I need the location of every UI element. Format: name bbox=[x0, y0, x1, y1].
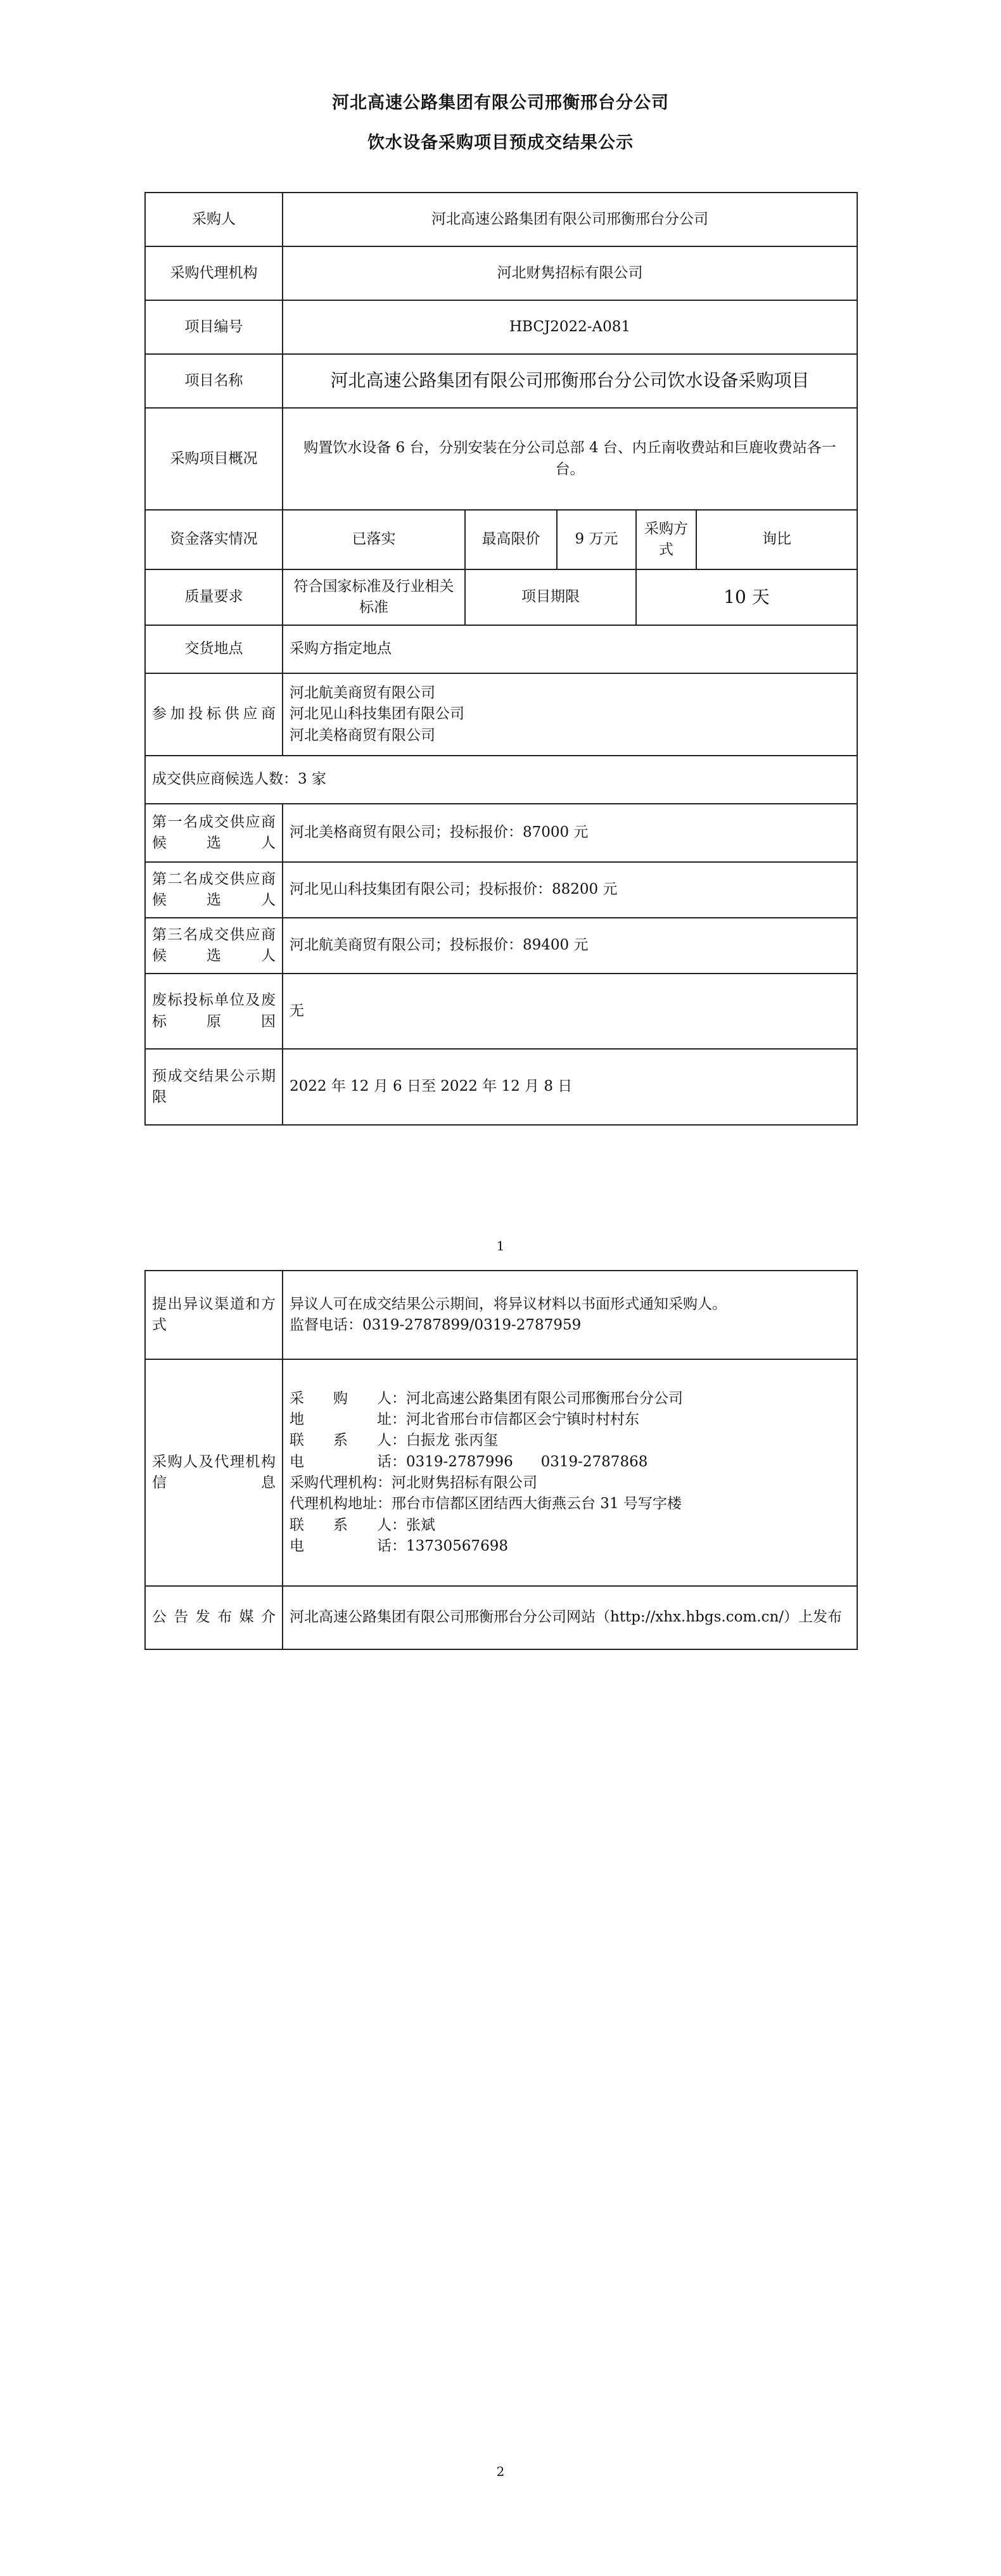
table-row bbox=[145, 569, 857, 625]
page-number-2: 2 bbox=[496, 2464, 505, 2479]
quality-label: 质量要求 bbox=[145, 569, 283, 625]
table-row bbox=[145, 1586, 857, 1649]
table-row bbox=[145, 193, 857, 246]
max-price-label: 最高限价 bbox=[465, 510, 557, 569]
contacts-label: 采购人及代理机构信息 bbox=[145, 1359, 283, 1586]
contact-row bbox=[290, 1473, 850, 1494]
announcement-table bbox=[144, 192, 858, 1126]
objection-line: 异议人可在成交结果公示期间，将异议材料以书面形式通知采购人。 bbox=[290, 1295, 727, 1312]
contact-value: 邢台市信都区团结西大街燕云台 31 号写字楼 bbox=[392, 1495, 682, 1513]
rank1-value: 河北美格商贸有限公司；投标报价：87000 元 bbox=[283, 804, 857, 862]
objection-value bbox=[283, 1271, 857, 1359]
project-no-label: 项目编号 bbox=[145, 300, 283, 354]
contact-key: 联 系 人： bbox=[290, 1432, 406, 1449]
bidders-list bbox=[283, 673, 857, 756]
table-row bbox=[145, 1271, 857, 1359]
table-row bbox=[145, 673, 857, 756]
overview-label: 采购项目概况 bbox=[145, 408, 283, 510]
purchaser-value: 河北高速公路集团有限公司邢衡邢台分公司 bbox=[283, 193, 857, 246]
table-row bbox=[145, 408, 857, 510]
table-row bbox=[145, 300, 857, 354]
table-row bbox=[145, 756, 857, 804]
media-label: 公告发布媒介 bbox=[145, 1586, 283, 1649]
disqualified-value: 无 bbox=[283, 974, 857, 1049]
document-title-line1: 河北高速公路集团有限公司邢衡邢台分公司 bbox=[332, 93, 669, 113]
table-row bbox=[145, 1359, 857, 1586]
funds-label: 资金落实情况 bbox=[145, 510, 283, 569]
purchaser-label: 采购人 bbox=[145, 193, 283, 246]
media-value: 河北高速公路集团有限公司邢衡邢台分公司网站（http://xhx.hbgs.com.cn/）上发布 bbox=[283, 1586, 857, 1649]
overview-value: 购置饮水设备 6 台，分别安装在分公司总部 4 台、内丘南收费站和巨鹿收费站各一台。 bbox=[283, 408, 857, 510]
contact-value: 河北高速公路集团有限公司邢衡邢台分公司 bbox=[406, 1390, 683, 1407]
contact-key: 采 购 人： bbox=[290, 1390, 406, 1407]
list-item: 河北美格商贸有限公司 bbox=[290, 726, 435, 744]
contact-value: 白振龙 张丙玺 bbox=[406, 1432, 499, 1449]
contact-row bbox=[290, 1452, 850, 1473]
contact-row bbox=[290, 1409, 850, 1430]
quality-value: 符合国家标准及行业相关标准 bbox=[283, 569, 465, 625]
project-name-label: 项目名称 bbox=[145, 354, 283, 408]
delivery-label: 交货地点 bbox=[145, 625, 283, 673]
rank2-value: 河北见山科技集团有限公司；投标报价：88200 元 bbox=[283, 862, 857, 918]
contact-row bbox=[290, 1536, 850, 1557]
rank3-label: 第三名成交供应商候选人 bbox=[145, 918, 283, 974]
contact-key: 联 系 人： bbox=[290, 1516, 406, 1533]
list-item: 河北航美商贸有限公司 bbox=[290, 684, 435, 701]
project-name-value: 河北高速公路集团有限公司邢衡邢台分公司饮水设备采购项目 bbox=[283, 354, 857, 408]
table-row bbox=[145, 625, 857, 673]
contact-row bbox=[290, 1388, 850, 1409]
agency-label: 采购代理机构 bbox=[145, 246, 283, 300]
contact-value: 张斌 bbox=[406, 1516, 435, 1533]
contact-key: 地 址： bbox=[290, 1411, 406, 1428]
supervision-phone: 监督电话：0319-2787899/0319-2787959 bbox=[290, 1317, 582, 1333]
bidders-label: 参加投标供应商 bbox=[145, 673, 283, 756]
table-row bbox=[145, 354, 857, 408]
contact-value: 河北省邢台市信都区会宁镇时村村东 bbox=[406, 1411, 639, 1428]
disqualified-label: 废标投标单位及废标原因 bbox=[145, 974, 283, 1049]
contact-key: 采购代理机构： bbox=[290, 1475, 392, 1491]
rank1-label: 第一名成交供应商候选人 bbox=[145, 804, 283, 862]
rank2-label: 第二名成交供应商候选人 bbox=[145, 862, 283, 918]
announcement-table-continued bbox=[144, 1270, 858, 1650]
contact-row bbox=[290, 1515, 850, 1536]
method-label: 采购方式 bbox=[636, 510, 696, 569]
table-row bbox=[145, 246, 857, 300]
contact-key: 代理机构地址： bbox=[290, 1495, 392, 1513]
contact-value: 0319-2787996 0319-2787868 bbox=[406, 1453, 648, 1470]
candidate-count: 成交供应商候选人数：3 家 bbox=[145, 756, 857, 804]
contact-value: 13730567698 bbox=[406, 1538, 508, 1555]
funds-value: 已落实 bbox=[283, 510, 465, 569]
max-price-value: 9 万元 bbox=[557, 510, 636, 569]
method-value: 询比 bbox=[696, 510, 857, 569]
period-label: 项目期限 bbox=[465, 569, 636, 625]
contact-row bbox=[290, 1430, 850, 1451]
contact-key: 电 话： bbox=[290, 1453, 406, 1470]
contact-value: 河北财隽招标有限公司 bbox=[392, 1475, 537, 1491]
contact-row bbox=[290, 1494, 850, 1514]
list-item: 河北见山科技集团有限公司 bbox=[290, 706, 464, 723]
table-row bbox=[145, 510, 857, 569]
period-value: 10 天 bbox=[636, 569, 857, 625]
agency-value: 河北财隽招标有限公司 bbox=[283, 246, 857, 300]
delivery-value: 采购方指定地点 bbox=[283, 625, 857, 673]
contacts-value bbox=[283, 1359, 857, 1586]
rank3-value: 河北航美商贸有限公司；投标报价：89400 元 bbox=[283, 918, 857, 974]
objection-label: 提出异议渠道和方式 bbox=[145, 1271, 283, 1359]
table-row bbox=[145, 918, 857, 974]
table-row bbox=[145, 804, 857, 862]
contact-key: 电 话： bbox=[290, 1538, 406, 1555]
project-no-value: HBCJ2022-A081 bbox=[283, 300, 857, 354]
table-row bbox=[145, 862, 857, 918]
table-row bbox=[145, 1049, 857, 1125]
publicity-period-value: 2022 年 12 月 6 日至 2022 年 12 月 8 日 bbox=[283, 1049, 857, 1125]
table-row bbox=[145, 974, 857, 1049]
publicity-period-label: 预成交结果公示期限 bbox=[145, 1049, 283, 1125]
document-title-line2: 饮水设备采购项目预成交结果公示 bbox=[367, 133, 634, 153]
page-number-1: 1 bbox=[496, 1238, 505, 1253]
